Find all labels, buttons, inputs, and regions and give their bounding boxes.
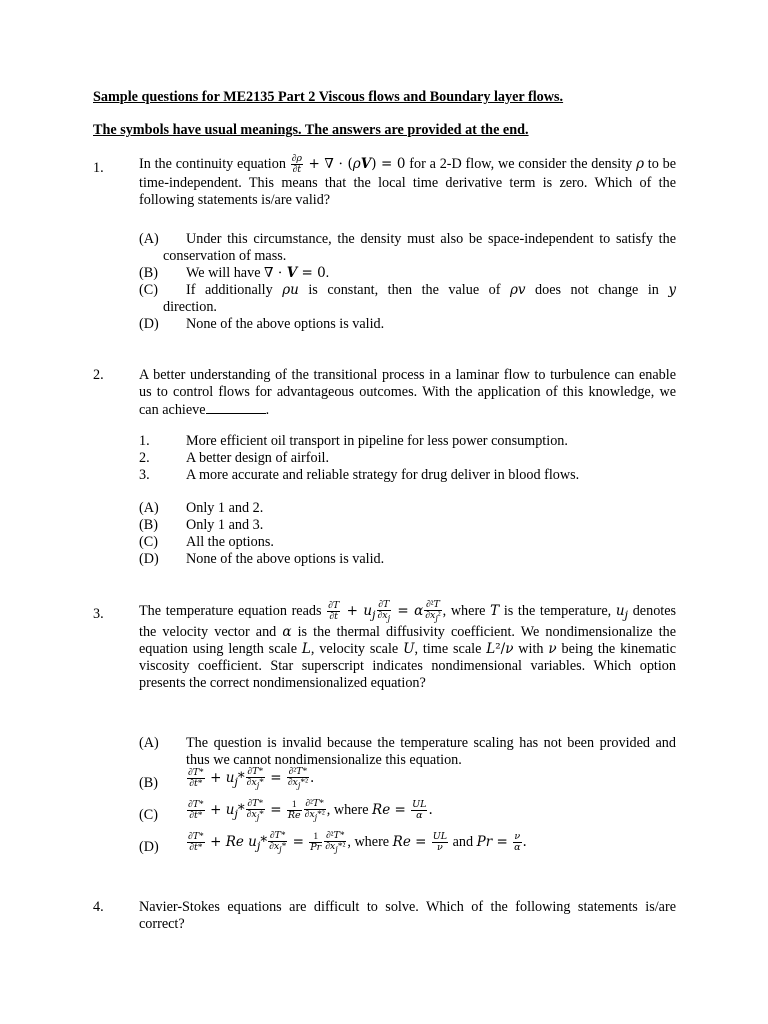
document-subtitle: The symbols have usual meanings. The answers are provided at the end. (93, 122, 529, 138)
q2-option-d-text: None of the above options is valid. (186, 551, 385, 567)
q2-option-a-text: Only 1 and 2. (186, 500, 264, 516)
q1-option-d-label: (D) (139, 316, 159, 332)
q2-option-a: (A) Only 1 and 2. (139, 500, 676, 517)
question-2-text: A better understanding of the transitional process in a laminar flow to turbulence can enable us to control flows for advantageous outcomes. With the application of this knowledge, we can achieve . (139, 367, 676, 418)
q3-option-c: (C) $\frac{\partial T*}{\partial t*}$ + $u_j*$ $\frac{\partial T*}{\partial x_j*}$ = $\frac{1}{Re}$ $\frac{\text{∂²T*}}{\partial x_j*^2}$ , where Re = $\frac{UL}{\alpha}$ . (139, 799, 676, 823)
temperature-equation: $\frac{\partial T}{\partial t}$ + $u_j$ $\frac{\partial T}{\partial x_j}$ = α $\frac{\text{∂²T}}{\partial x_j^2}$ (328, 599, 441, 623)
q1-option-a (139, 231, 676, 265)
q1-option-c-text: If additionally ρu is constant, then the value of ρv does not change in y direction. (163, 282, 677, 315)
continuity-equation: $\frac{\partial\rho}{\partial t}$ + ∇ ⋅ (ρV) = 0 (291, 153, 406, 175)
q3-option-a-text: The question is invalid because the temperature scaling has not been provided and thus we cannot nondimensionalize this equation. (186, 735, 676, 768)
question-3-text: The temperature equation reads $\frac{\partial T}{\partial t}$ + $u_j$ $\frac{\partial T}{\partial x_j}$ = α $\frac{\text{∂²T}}{\partial x_j^2}$ , where T is the temperature, $u_j$ denotes the velocity vector and α is the thermal diffusivity coefficient. We nondimensionalize the equation using length scale L, velocity scale U, time scale L²/ν with ν being the kinematic viscosity coefficient. Star superscript indicates nondimensional variables. Which option presents the correct nondimensionalized equation? (139, 599, 677, 691)
q3-option-d-equation: $\frac{\partial T*}{\partial t*}$ + Re $u_j*$ $\frac{\partial T*}{\partial x_j*}$ = $\frac{1}{Pr}$ $\frac{\text{∂²T*}}{\partial x_j*^2}$ , where Re = $\frac{UL}{\nu}$ and Pr = $\frac{\nu}{\alpha}$ . (188, 830, 527, 854)
question-1-number: 1. (93, 160, 104, 176)
q3-option-b-equation: $\frac{\partial T*}{\partial t*}$ + $u_j*$ $\frac{\partial T*}{\partial x_j*}$ = $\frac{\text{∂²T*}}{\partial x_j*^2}$ . (188, 766, 315, 790)
q2-option-c: (C) All the options. (139, 534, 676, 551)
q2-item-1-text: More efficient oil transport in pipeline for less power consumption. (186, 433, 568, 449)
document-title: Sample questions for ME2135 Part 2 Viscous flows and Boundary layer flows. (93, 89, 564, 105)
q2-item-3-text: A more accurate and reliable strategy for drug deliver in blood flows. (186, 467, 580, 483)
q3-option-b: (B) $\frac{\partial T*}{\partial t*}$ + $u_j*$ $\frac{\partial T*}{\partial x_j*}$ = $\frac{\text{∂²T*}}{\partial x_j*^2}$ . (139, 767, 676, 791)
q1-text-a: In the continuity equation (139, 155, 286, 172)
q2-option-d: (D) None of the above options is valid. (139, 551, 676, 568)
q2-option-c-text: All the options. (186, 534, 274, 550)
q1-text-c: to be time-independent. This means that the local time derivative term is zero. Which of the following statements is/are valid? (139, 155, 677, 208)
question-3-number: 3. (93, 606, 104, 622)
q2-item-3: 3. A more accurate and reliable strategy for drug deliver in blood flows. (139, 467, 676, 484)
q1-text-b: for a 2-D flow, we consider the density (409, 155, 633, 172)
question-1-text: In the continuity equation $\frac{\partial\rho}{\partial t}$ + ∇ ⋅ (ρV) = 0 for a 2-D flow, we consider the density ρ to be time-independent. This means that the local time derivative term is zero. Which of the following statements is/are valid? (139, 153, 677, 208)
q1-option-c-label: (C) (139, 282, 158, 298)
q2-option-b-text: Only 1 and 3. (186, 517, 264, 533)
question-4-number: 4. (93, 899, 104, 915)
q2-item-1: 1. More efficient oil transport in pipeline for less power consumption. (139, 433, 676, 450)
q2-item-2-text: A better design of airfoil. (186, 450, 330, 466)
answer-blank (206, 401, 266, 414)
q3-option-d: (D) $\frac{\partial T*}{\partial t*}$ + Re $u_j*$ $\frac{\partial T*}{\partial x_j*}$ = $\frac{1}{Pr}$ $\frac{\text{∂²T*}}{\partial x_j*^2}$ , where Re = $\frac{UL}{\nu}$ and Pr = $\frac{\nu}{\alpha}$ . (139, 831, 676, 855)
q1-option-d-text: None of the above options is valid. (186, 316, 385, 332)
question-2-number: 2. (93, 367, 104, 383)
q3-option-a: (A) The question is invalid because the temperature scaling has not been provided and thus we cannot nondimensionalize this equation. (139, 735, 676, 768)
q1-option-c (139, 282, 676, 316)
q1-option-a-label: (A) (139, 231, 159, 247)
q1-option-b-text: We will have ∇ ⋅ V = 0. (186, 265, 330, 281)
q3-option-c-equation: $\frac{\partial T*}{\partial t*}$ + $u_j*$ $\frac{\partial T*}{\partial x_j*}$ = $\frac{1}{Re}$ $\frac{\text{∂²T*}}{\partial x_j*^2}$ , where Re = $\frac{UL}{\alpha}$ . (188, 798, 433, 822)
q1-option-d (139, 316, 676, 333)
q2-item-2: 2. A better design of airfoil. (139, 450, 676, 467)
q1-option-a-text: Under this circumstance, the density must also be space-independent to satisfy the conservation of mass. (163, 231, 676, 264)
q2-option-b: (B) Only 1 and 3. (139, 517, 676, 534)
q1-option-b-label: (B) (139, 265, 158, 281)
q1-option-b (139, 265, 676, 282)
question-4-text: Navier-Stokes equations are difficult to solve. Which of the following statements is/are correct? (139, 899, 676, 932)
